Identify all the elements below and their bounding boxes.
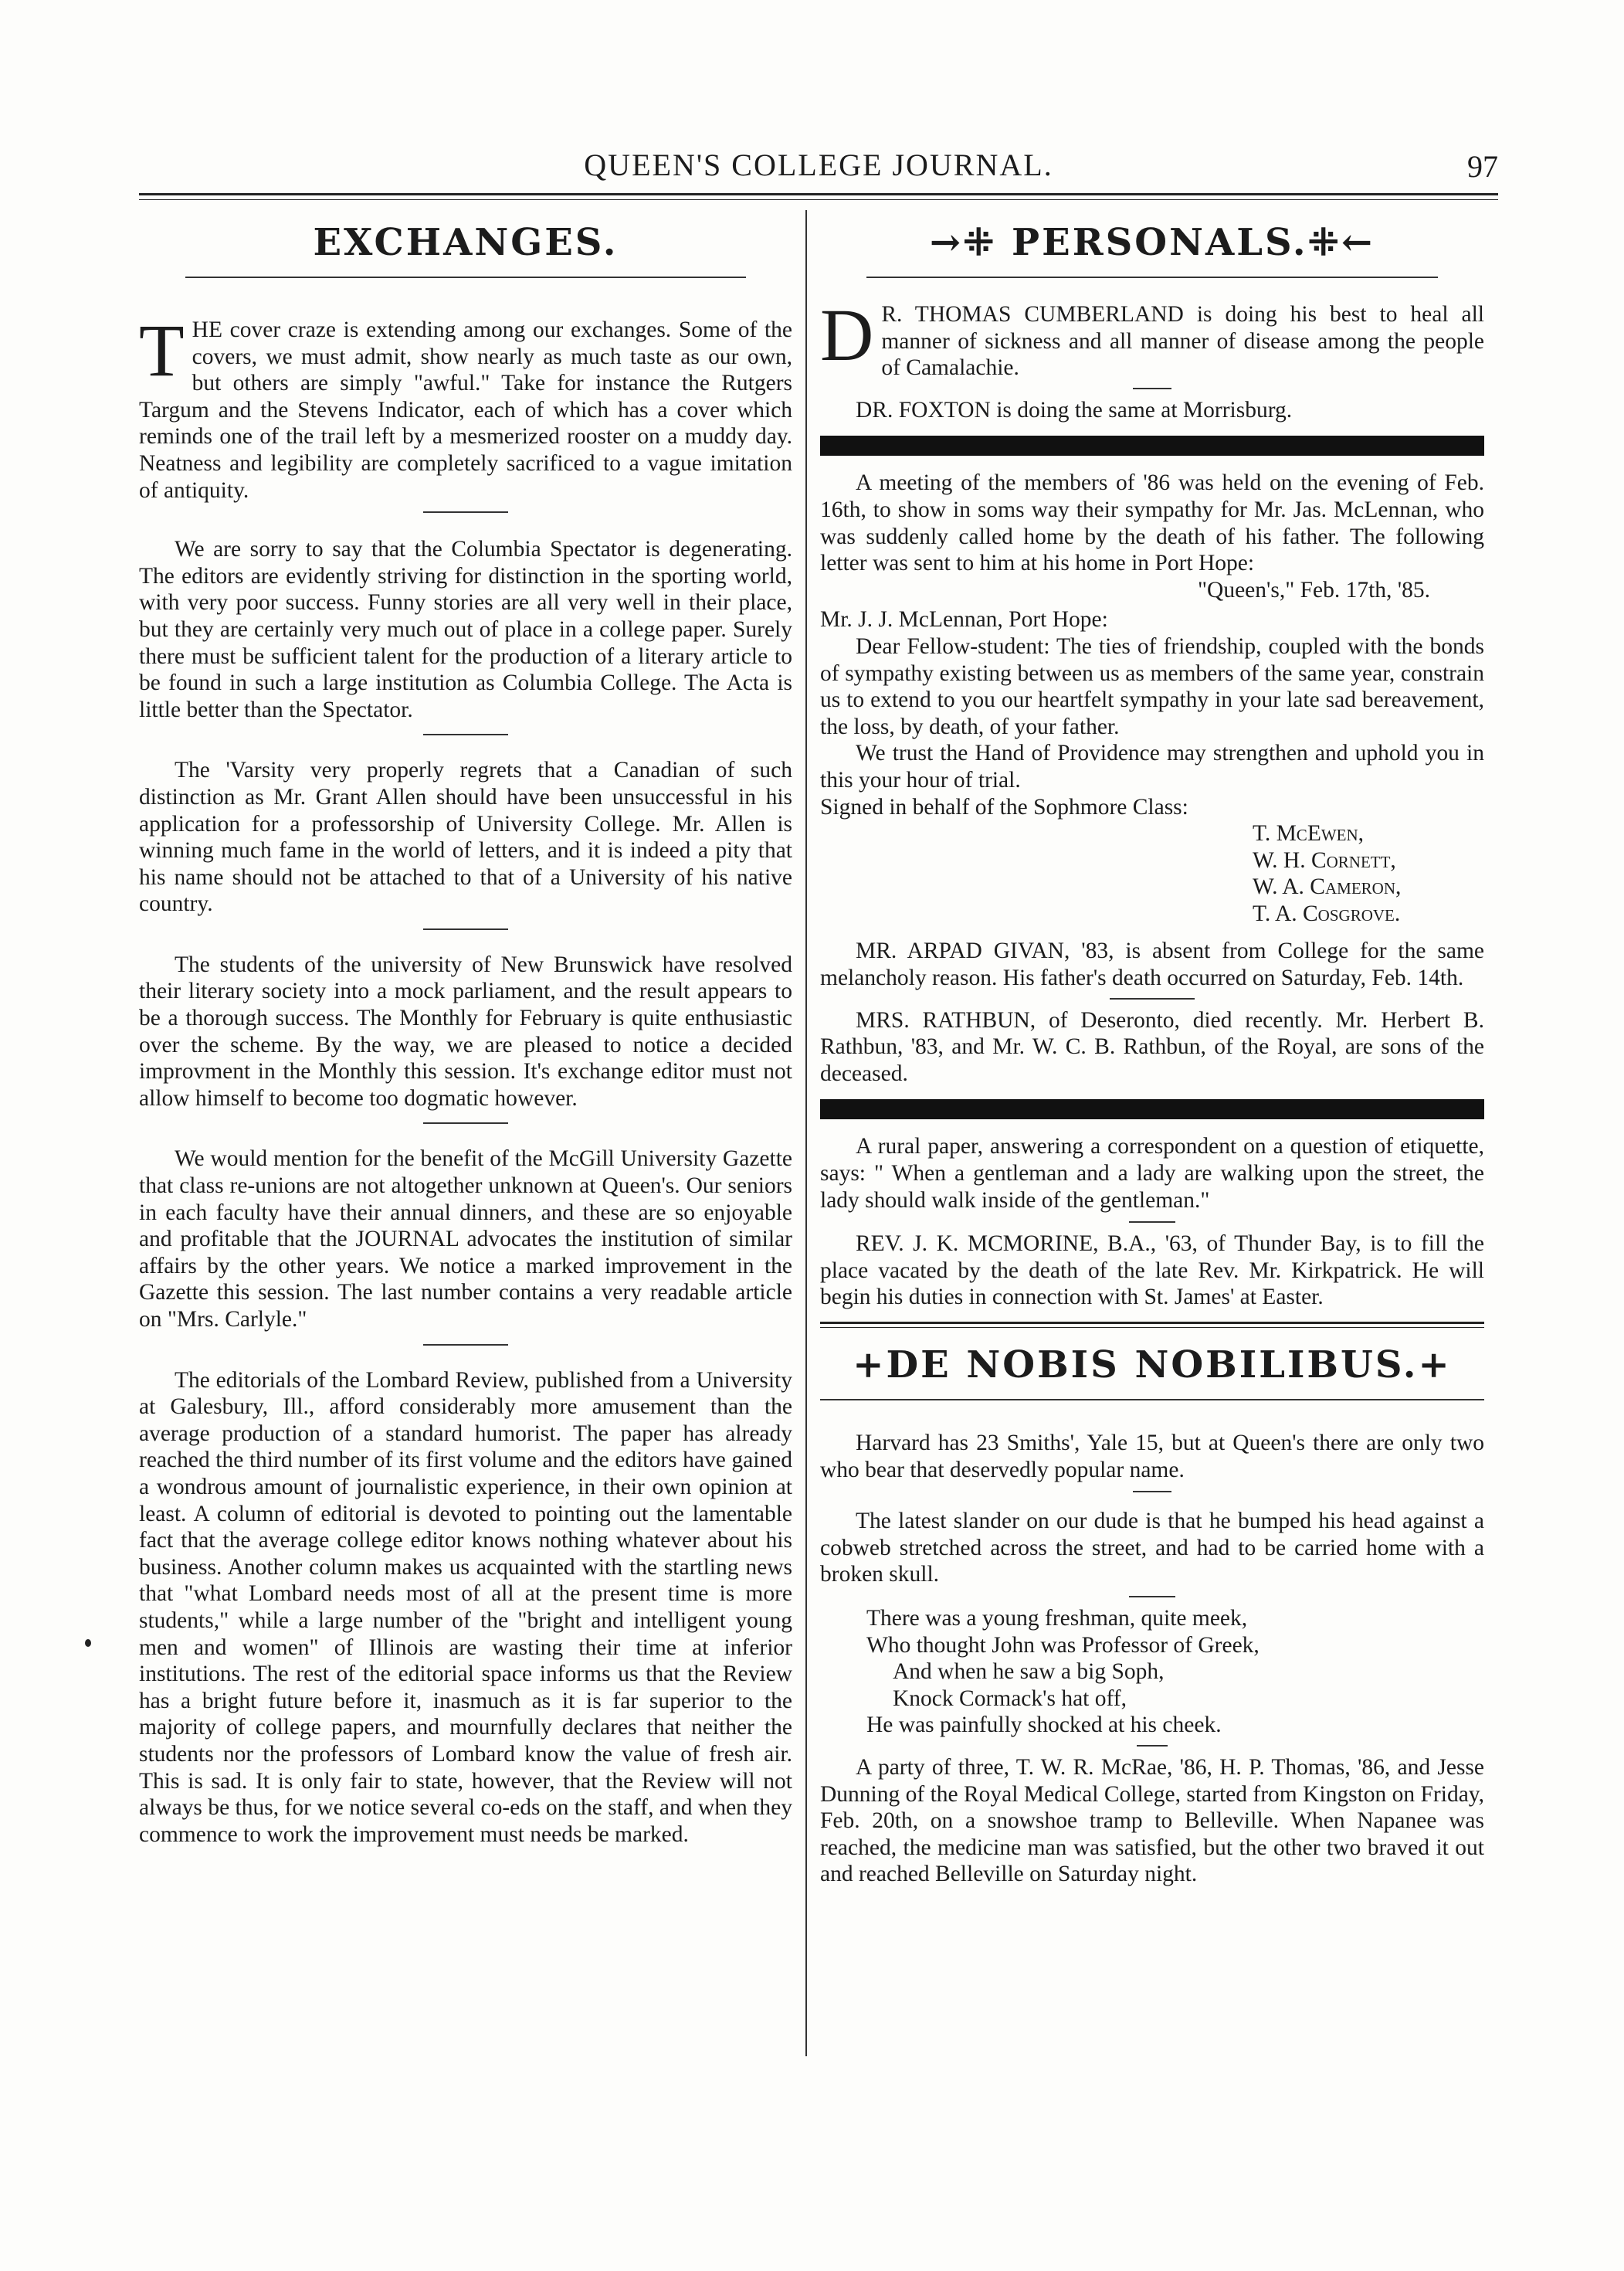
personals-paragraph-6: A rural paper, answering a correspondent on a question of etiquette, says: " When a gentleman and a lady are walking upon the street, the lady should walk inside of the gentleman." — [820, 1134, 1484, 1213]
dropcap-t: T — [139, 309, 185, 392]
separator-rule — [1137, 1745, 1168, 1747]
section-bar — [820, 1099, 1484, 1119]
exchanges-paragraph-3: The 'Varsity very properly regrets that a Canadian of such distinction as Mr. Grant Allen should have been unsuccessful in his application for a professorship of University College. Mr. Allen is winning much fame in the world of letters, and it is indeed a pity that his name should not be attached to that of a University of his native country. — [139, 758, 792, 917]
poem-line: Knock Cormack's hat off, — [893, 1685, 1127, 1711]
column-divider — [805, 210, 807, 2056]
exchanges-title: EXCHANGES. — [313, 221, 619, 264]
page-header — [139, 139, 1498, 193]
separator-rule — [1133, 1491, 1171, 1492]
ink-speck — [85, 1639, 91, 1647]
letter-recipient: Mr. J. J. McLennan, Port Hope: — [820, 607, 1108, 633]
poem-line: And when he saw a big Soph, — [893, 1659, 1165, 1685]
exchanges-paragraph-5: We would mention for the benefit of the McGill University Gazette that class re-unions are not altogether unknown at Queen's. Our seniors in each faculty have their annual dinners, and these are so enjoyable and profitable that the JOURNAL advocates the institution of similar affairs by the other years. We notice a marked improvement in the Gazette this session. The last number contains a very readable article on "Mrs. Carlyle." — [139, 1146, 792, 1332]
poem-line: Who thought John was Professor of Greek, — [866, 1632, 1260, 1658]
de-nobis-paragraph-3: A party of three, T. W. R. McRae, '86, H. P. Thomas, '86, and Jesse Dunning of the Royal Medical College, started from Kingston on Friday, Feb. 20th, on a snowshoe tramp to Belleville. When Napanee was reached, the medicine man was satisfied, but the other two braved it out and reached Belleville on Saturday night. — [820, 1754, 1484, 1887]
exchanges-column — [139, 210, 792, 1848]
exchanges-paragraph-1 — [139, 309, 792, 504]
de-nobis-title-rule — [820, 1399, 1484, 1400]
signers-list — [820, 820, 1484, 927]
letter-date: "Queen's," Feb. 17th, '85. — [1197, 577, 1430, 603]
signer: T. McEwen, — [1253, 821, 1365, 847]
de-nobis-paragraph-2: The latest slander on our dude is that he bumped his head against a cobweb stretched across the street, and had to be carried home with a broken skull. — [820, 1509, 1484, 1587]
letter-body-2: We trust the Hand of Providence may strengthen and uphold you in this your hour of trial. — [820, 741, 1484, 793]
poem-line: There was a young freshman, quite meek, — [866, 1605, 1248, 1631]
separator-rule — [1129, 1221, 1175, 1223]
section-bar — [820, 436, 1484, 456]
personals-paragraph-1 — [820, 294, 1484, 382]
personals-paragraph-2: DR. FOXTON is doing the same at Morrisburg. — [856, 397, 1293, 423]
separator-rule — [1110, 998, 1195, 1000]
poem-line: He was painfully shocked at his cheek. — [866, 1713, 1222, 1738]
separator-rule — [423, 1122, 508, 1124]
dropcap-d: D — [820, 294, 874, 376]
header-rule — [139, 193, 1498, 200]
running-head: QUEEN'S COLLEGE JOURNAL. — [584, 148, 1053, 182]
page-number: 97 — [1467, 149, 1498, 184]
separator-rule — [423, 734, 508, 735]
personals-title-rule — [866, 277, 1438, 278]
exchanges-paragraph-1-text: HE cover craze is extending among our exchanges. Some of the covers, we must admit, show nearly as much taste as our own, but others are simply "awful." Take for instance the Rutgers Targum and the Stevens Indicator, each of which has a cover which reminds one of the trail left by a mesmerized rooster on a muddy day. Neatness and legibility are completely sacrificed to a vague imitation of antiquity. — [139, 317, 792, 503]
letter-signed: Signed in behalf of the Sophmore Class: — [820, 794, 1188, 820]
separator-rule — [423, 928, 508, 930]
separator-rule — [1133, 388, 1171, 389]
separator-rule — [423, 1344, 508, 1346]
exchanges-title-rule — [185, 277, 746, 278]
de-nobis-paragraph-1: Harvard has 23 Smiths', Yale 15, but at Queen's there are only two who bear that deservedly popular name. — [820, 1431, 1484, 1482]
personals-title: →⁜ PERSONALS.⁜← — [929, 221, 1375, 264]
personals-paragraph-1-text: R. THOMAS CUMBERLAND is doing his best to heal all manner of sickness and all manner of disease among the people of Camalachie. — [881, 302, 1484, 381]
personals-paragraph-4: MR. ARPAD GIVAN, '83, is absent from College for the same melancholy reason. His father's death occurred on Saturday, Feb. 14th. — [820, 939, 1484, 991]
personals-paragraph-7: REV. J. K. MCMORINE, B.A., '63, of Thunder Bay, is to fill the place vacated by the death of the late Rev. Mr. Kirkpatrick. He will begin his duties in connection with St. James' at Easter. — [820, 1231, 1484, 1310]
signer: T. A. Cosgrove. — [1253, 901, 1401, 926]
letter-body: Dear Fellow-student: The ties of friendship, coupled with the bonds of sympathy existing between us as members of the same year, constrain us to extend to you our heartfelt sympathy in your late sad bereavement, the loss, by death, of your father. — [820, 633, 1484, 739]
signer: W. A. Cameron, — [1253, 874, 1402, 900]
personals-paragraph-3: A meeting of the members of '86 was held on the evening of Feb. 16th, to show in soms way their sympathy for Mr. Jas. McLennan, who was suddenly called home by the death of his father. The following letter was sent to him at his home in Port Hope: — [820, 470, 1484, 576]
signer: W. H. Cornett, — [1253, 847, 1396, 873]
exchanges-paragraph-2: We are sorry to say that the Columbia Spectator is degenerating. The editors are evidently striving for distinction in the sporting world, with very poor success. Funny stories are all very well in their place, but they are certainly very much out of place in a college paper. Surely there must be sufficient talent for the production of a literary article to be found in such a large institution as Columbia College. The Acta is little better than the Spectator. — [139, 537, 792, 722]
de-nobis-title: +DE NOBIS NOBILIBUS.+ — [853, 1343, 1452, 1387]
personals-column — [820, 210, 1484, 1888]
exchanges-paragraph-6: The editorials of the Lombard Review, published from a University at Galesbury, Ill., afford considerably more amusement than the average production of a standard humorist. The paper has already reached the third number of its first volume and the editors have gained a wondrous amount of journalistic experience, in their own opinion at least. A column of editorial is devoted to pointing out the lamentable fact that the average college editor knows nothing whatever about his business. Another column makes us acquainted with the startling news that "what Lombard needs most of all at the present time is more students," while a large number of the "bright and intelligent young men and women" of Illinois are wasting their time at inferior institutions. The rest of the editorial space informs us that the Review has a bright future before it, inasmuch as it is far superior to the majority of college papers, and mournfully declares that neither the students nor the professors of Lombard know the value of fresh air. This is sad. It is only fair to state, however, that the Review will not always be thus, for we notice several co-eds on the staff, and when they commence to work the improvement must needs be marked. — [139, 1367, 792, 1847]
limerick — [820, 1605, 1484, 1739]
separator-rule — [423, 511, 508, 513]
exchanges-paragraph-4: The students of the university of New Brunswick have resolved their literary society into a mock parliament, and the result appears to be a thorough success. The Monthly for February is quite enthusiastic over the scheme. By the way, we are pleased to notice a decided improvment in the Monthly this session. It's exchange editor must not allow himself to become too dogmatic however. — [139, 952, 792, 1111]
personals-paragraph-5: MRS. RATHBUN, of Deseronto, died recently. Mr. Herbert B. Rathbun, '83, and Mr. W. C. B. Rathbun, of the Royal, are sons of the deceased. — [820, 1007, 1484, 1086]
de-nobis-top-rule — [820, 1322, 1484, 1328]
separator-rule — [1129, 1596, 1175, 1597]
